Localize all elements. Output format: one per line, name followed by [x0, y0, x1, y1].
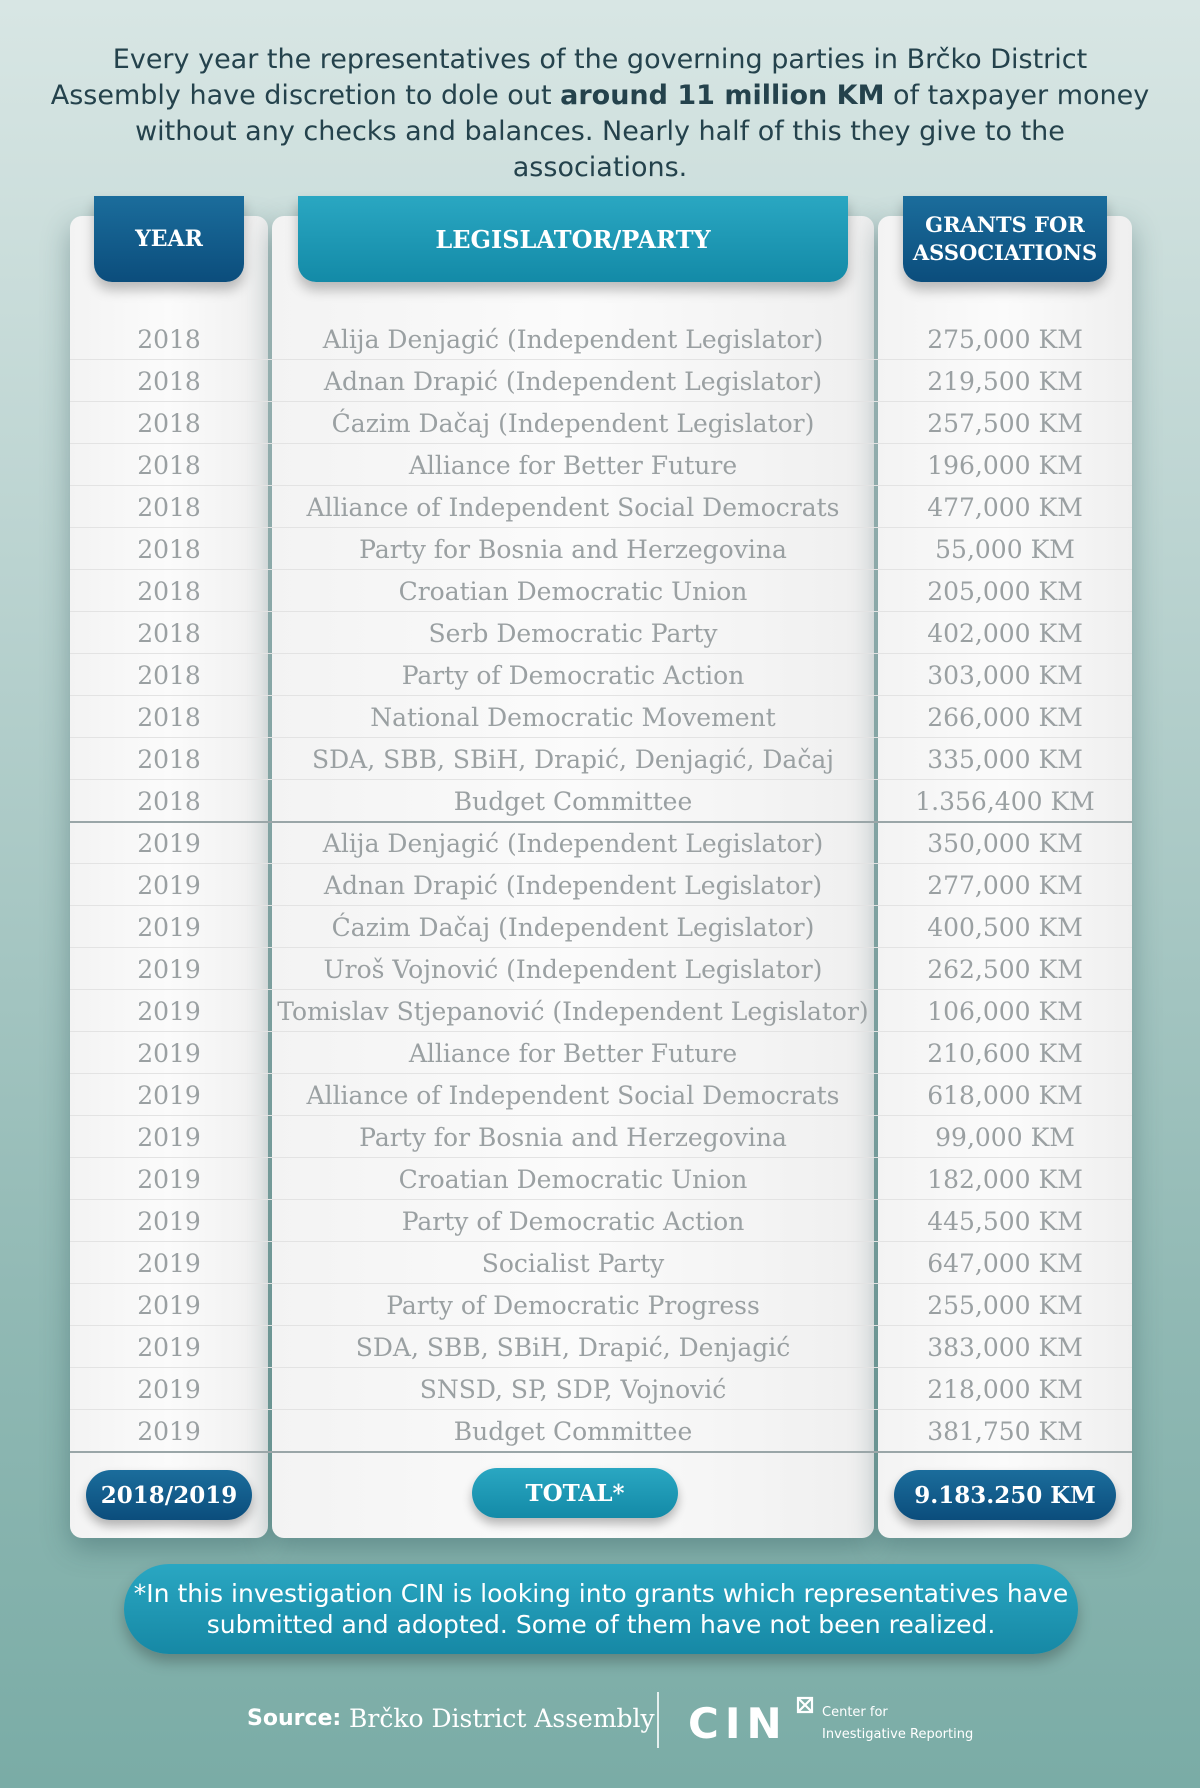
cell-year: 2018 [137, 618, 201, 648]
table-row [70, 486, 1132, 528]
cell-grant-amount: 477,000 KM [927, 492, 1083, 522]
table-row [70, 822, 1132, 864]
cell-year: 2018 [137, 324, 201, 354]
cell-grant-amount: 210,600 KM [927, 1038, 1083, 1068]
cell-year: 2018 [137, 408, 201, 438]
cell-legislator-party: Party for Bosnia and Herzegovina [359, 534, 787, 564]
table-row [70, 1284, 1132, 1326]
cell-legislator-party: Alija Denjagić (Independent Legislator) [322, 828, 824, 858]
cell-legislator-party: SDA, SBB, SBiH, Drapić, Denjagić, Dačaj [312, 744, 834, 774]
footer [0, 1690, 1200, 1750]
cell-legislator-party: Alliance for Better Future [408, 1038, 738, 1068]
intro-text [50, 42, 1150, 186]
table-row [70, 1326, 1132, 1368]
cell-year: 2018 [137, 366, 201, 396]
cell-legislator-party: Alija Denjagić (Independent Legislator) [322, 324, 824, 354]
cin-logo-text: CIN [688, 1699, 788, 1748]
cell-legislator-party: Budget Committee [453, 786, 693, 816]
table-row [70, 1410, 1132, 1452]
cell-grant-amount: 255,000 KM [927, 1290, 1083, 1320]
cin-org-line2: Investigative Reporting [822, 1727, 974, 1742]
cell-year: 2019 [137, 1290, 201, 1320]
cell-grant-amount: 277,000 KM [927, 870, 1083, 900]
cin-org-line1: Center for [822, 1705, 888, 1720]
table-row [70, 444, 1132, 486]
table-row [70, 612, 1132, 654]
table-row [70, 1158, 1132, 1200]
cell-year: 2018 [137, 534, 201, 564]
table-row [70, 1116, 1132, 1158]
cell-legislator-party: Budget Committee [453, 1416, 693, 1446]
table-bottom-rule [70, 1451, 1132, 1453]
source-label: Source: [247, 1706, 342, 1731]
table-row [70, 1074, 1132, 1116]
table-row [70, 318, 1132, 360]
cell-grant-amount: 445,500 KM [927, 1206, 1083, 1236]
cell-grant-amount: 275,000 KM [927, 324, 1083, 354]
cell-legislator-party: Socialist Party [481, 1248, 665, 1278]
cell-legislator-party: National Democratic Movement [370, 702, 776, 732]
table-row [70, 402, 1132, 444]
cell-year: 2018 [137, 450, 201, 480]
footer-divider [657, 1692, 659, 1748]
cell-legislator-party: Tomislav Stjepanović (Independent Legislator) [277, 996, 869, 1026]
cell-year: 2018 [137, 660, 201, 690]
cell-grant-amount: 400,500 KM [927, 912, 1083, 942]
cell-grant-amount: 262,500 KM [927, 954, 1083, 984]
cell-year: 2019 [137, 828, 201, 858]
total-value-pill: 9.183.250 KM [894, 1470, 1116, 1520]
cell-legislator-party: Alliance of Independent Social Democrats [306, 492, 840, 522]
cell-grant-amount: 196,000 KM [927, 450, 1083, 480]
table-row [70, 864, 1132, 906]
cell-grant-amount: 383,000 KM [927, 1332, 1083, 1362]
header-year: YEAR [94, 196, 244, 282]
cell-legislator-party: SNSD, SP, SDP, Vojnović [419, 1374, 727, 1404]
cell-legislator-party: Adnan Drapić (Independent Legislator) [323, 366, 823, 396]
cell-year: 2019 [137, 1038, 201, 1068]
table-row [70, 1200, 1132, 1242]
intro-part2: of taxpayer money without any checks and balances. Nearly half of this they give to the associations. [135, 80, 1150, 183]
cell-grant-amount: 618,000 KM [927, 1080, 1083, 1110]
cell-grant-amount: 1.356,400 KM [915, 786, 1095, 816]
cell-grant-amount: 402,000 KM [927, 618, 1083, 648]
table-row [70, 1032, 1132, 1074]
cell-grant-amount: 647,000 KM [927, 1248, 1083, 1278]
cell-year: 2018 [137, 744, 201, 774]
cell-grant-amount: 266,000 KM [927, 702, 1083, 732]
cell-legislator-party: Alliance of Independent Social Democrats [306, 1080, 840, 1110]
cell-year: 2019 [137, 1416, 201, 1446]
cell-grant-amount: 350,000 KM [927, 828, 1083, 858]
cell-legislator-party: Ćazim Dačaj (Independent Legislator) [331, 912, 815, 942]
table-row [70, 528, 1132, 570]
cell-grant-amount: 335,000 KM [927, 744, 1083, 774]
cin-logo [688, 1690, 818, 1750]
cell-legislator-party: Croatian Democratic Union [398, 576, 748, 606]
cell-legislator-party: Party of Democratic Progress [386, 1290, 760, 1320]
table-row [70, 570, 1132, 612]
total-label-pill: TOTAL* [472, 1468, 678, 1518]
cin-logo-mark-icon [798, 1698, 812, 1712]
table-row [70, 360, 1132, 402]
cell-legislator-party: Party for Bosnia and Herzegovina [359, 1122, 787, 1152]
intro-bold: around 11 million KM [560, 80, 885, 111]
footnote-text: *In this investigation CIN is looking into grants which representatives have submitted and adopted. Some of them have not been realized. [133, 1579, 1069, 1639]
cell-year: 2018 [137, 702, 201, 732]
cell-legislator-party: Uroš Vojnović (Independent Legislator) [323, 954, 823, 984]
intro-part1: Every year the representatives of the governing parties in Brčko District Assembly have discretion to dole out [50, 44, 1088, 111]
cell-year: 2018 [137, 786, 201, 816]
cell-grant-amount: 106,000 KM [927, 996, 1083, 1026]
table-row [70, 906, 1132, 948]
table-row [70, 738, 1132, 780]
cell-grant-amount: 218,000 KM [927, 1374, 1083, 1404]
table-row [70, 990, 1132, 1032]
footnote-banner [124, 1564, 1078, 1654]
cell-grant-amount: 182,000 KM [927, 1164, 1083, 1194]
cell-year: 2018 [137, 576, 201, 606]
cell-year: 2019 [137, 1164, 201, 1194]
header-grants: GRANTS FOR ASSOCIATIONS [903, 196, 1107, 282]
cell-year: 2019 [137, 912, 201, 942]
table-row [70, 780, 1132, 822]
cell-grant-amount: 257,500 KM [927, 408, 1083, 438]
header-legislator-party: LEGISLATOR/PARTY [298, 196, 848, 282]
cell-legislator-party: Serb Democratic Party [428, 618, 718, 648]
cell-grant-amount: 381,750 KM [927, 1416, 1083, 1446]
cell-grant-amount: 205,000 KM [927, 576, 1083, 606]
cell-grant-amount: 219,500 KM [927, 366, 1083, 396]
cell-grant-amount: 55,000 KM [935, 534, 1075, 564]
cin-org-name [822, 1702, 973, 1746]
table-row [70, 696, 1132, 738]
cell-legislator-party: Alliance for Better Future [408, 450, 738, 480]
cell-year: 2019 [137, 1122, 201, 1152]
cell-year: 2018 [137, 492, 201, 522]
cell-year: 2019 [137, 1248, 201, 1278]
table-row [70, 654, 1132, 696]
cell-year: 2019 [137, 1332, 201, 1362]
cell-year: 2019 [137, 1374, 201, 1404]
cell-year: 2019 [137, 954, 201, 984]
cell-legislator-party: Party of Democratic Action [401, 660, 745, 690]
cell-grant-amount: 99,000 KM [935, 1122, 1075, 1152]
cell-year: 2019 [137, 1080, 201, 1110]
cell-legislator-party: Croatian Democratic Union [398, 1164, 748, 1194]
source-value: Brčko District Assembly [349, 1704, 655, 1733]
table-row [70, 1368, 1132, 1410]
cell-legislator-party: Ćazim Dačaj (Independent Legislator) [331, 408, 815, 438]
cell-legislator-party: Party of Democratic Action [401, 1206, 745, 1236]
cell-year: 2019 [137, 1206, 201, 1236]
cell-legislator-party: SDA, SBB, SBiH, Drapić, Denjagić [355, 1332, 791, 1362]
cell-legislator-party: Adnan Drapić (Independent Legislator) [323, 870, 823, 900]
cell-grant-amount: 303,000 KM [927, 660, 1083, 690]
table-row [70, 948, 1132, 990]
table-row [70, 1242, 1132, 1284]
cell-year: 2019 [137, 996, 201, 1026]
total-year-pill: 2018/2019 [86, 1470, 252, 1520]
cell-year: 2019 [137, 870, 201, 900]
